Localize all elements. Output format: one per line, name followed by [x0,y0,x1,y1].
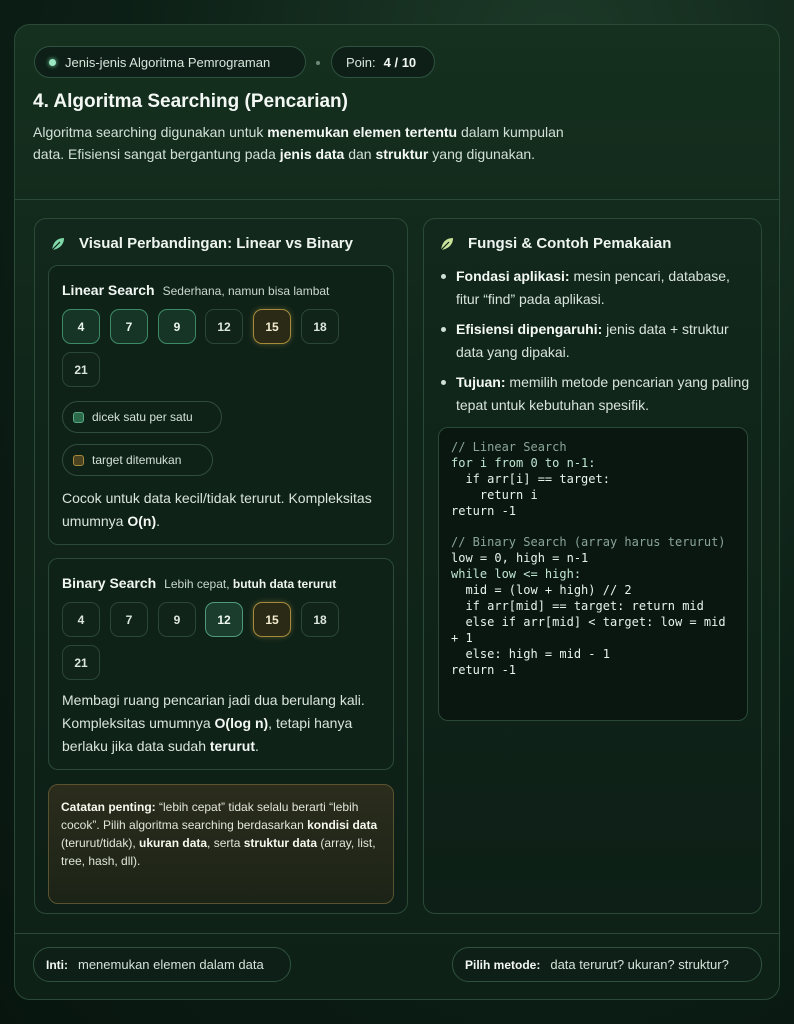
usage-list [440,265,750,424]
note-bold: kondisi data [307,818,378,832]
checked-swatch-icon [73,412,84,423]
core-text: menemukan elemen dalam data [78,957,264,972]
note-bold: Catatan penting: [61,800,156,814]
separator-dot-icon [316,61,320,65]
linear-chip: 9 [158,309,196,344]
note-part: “lebih cepat” tidak selalu berarti “lebih cocok”. Pilih algoritma searching berdasarkan [61,800,359,832]
desc-part: , tetapi hanya berlaku jika data sudah [62,715,353,754]
code-line: return -1 [451,503,517,518]
code-comment: // Binary Search (array harus terurut) [451,535,726,550]
usage-title-text: Fungsi & Contoh Pemakaian [468,235,672,252]
note-part: (terurut/tidak), [61,836,140,850]
binary-title-text: Binary Search [62,575,157,591]
linear-chip: 4 [62,309,100,344]
comparison-panel [34,218,408,914]
legend-checked-label: dicek satu per satu [92,410,193,424]
points-value: 4 / 10 [383,54,417,70]
code-line: low = 0, high = n-1 [451,551,589,566]
desc-part: Cocok untuk data kecil/tidak terurut. Kompleksitas umumnya [62,490,372,529]
binary-chip: 18 [301,602,339,637]
bullet-text: mesin pencari, database, fitur “find” pada aplikasi. [456,268,730,307]
bullet-bold: Fondasi aplikasi: [456,268,570,284]
list-item [440,265,750,311]
desc-part: Membagi ruang pencarian jadi dua berulang kali. Kompleksitas umumnya [62,692,365,731]
code-line: if arr[i] == target: [451,471,610,486]
desc-bold: O(n) [127,513,157,529]
linear-search-title [62,282,329,298]
intro-bold: menemukan elemen tertentu [267,124,458,140]
core-label: Inti: [46,957,68,972]
method-pill [452,947,762,982]
card-footer [15,933,780,1000]
intro-part: dan [344,146,376,162]
binary-chip: 21 [62,645,100,680]
tag-part: Lebih cepat, [164,577,233,591]
points-label: Poin: [346,54,376,70]
binary-tag [164,577,336,591]
linear-chip: 12 [205,309,243,344]
target-swatch-icon [73,455,84,466]
binary-chip: 9 [158,602,196,637]
method-label: Pilih metode: [465,957,541,972]
intro-part: Algoritma searching digunakan untuk [33,124,268,140]
code-line: else if arr[mid] < target: low = mid + 1 [451,614,733,645]
bullet-text: memilih metode pencarian yang paling tepat untuk kebutuhan spesifik. [456,374,750,413]
linear-chip-target: 15 [253,309,291,344]
linear-chip: 18 [301,309,339,344]
important-note [48,784,394,904]
bullet-bold: Tujuan: [456,374,506,390]
method-text: data terurut? ukuran? struktur? [550,957,729,972]
desc-part: . [156,513,161,529]
leaf-icon [51,237,65,251]
code-line: while low <= high: [451,567,582,582]
bullet-text: jenis data + struktur data yang dipakai. [456,321,729,360]
binary-chip: 7 [110,602,148,637]
list-item [440,318,750,364]
list-item [440,371,750,417]
intro-part: dalam kumpulan data. Efisiensi sangat bergantung pada [33,124,564,162]
linear-tag: Sederhana, namun bisa lambat [162,284,330,298]
topic-pill [34,46,306,78]
legend-checked [62,401,222,433]
points-pill [331,46,435,78]
card-header [15,25,780,200]
binary-search-card [48,558,394,770]
comparison-title-text: Visual Perbandingan: Linear vs Binary [79,235,353,252]
desc-bold: terurut [209,738,255,754]
page-title: 4. Algoritma Searching (Pencarian) [33,91,348,112]
intro-text [33,121,573,165]
core-pill [33,947,291,982]
binary-description [62,689,382,758]
comparison-panel-title [51,235,353,252]
topic-label: Jenis-jenis Algoritma Pemrograman [65,54,271,70]
desc-bold: O(log n) [214,715,269,731]
lesson-card [14,24,780,1000]
note-bold: struktur data [243,836,318,850]
legend-target [62,444,213,476]
binary-search-title [62,575,336,591]
code-line: return -1 [451,662,517,677]
intro-bold: struktur [375,146,429,162]
legend-target-label: target ditemukan [92,453,182,467]
code-line: if arr[mid] == target: return mid [451,599,704,614]
note-bold: ukuran data [139,836,208,850]
code-line: else: high = mid - 1 [451,646,610,661]
linear-chip: 7 [110,309,148,344]
note-part: (array, list, tree, hash, dll). [61,836,376,868]
binary-chip-mid: 12 [205,602,243,637]
code-line: for i from 0 to n-1: [451,455,596,470]
intro-bold: jenis data [279,146,345,162]
linear-chip: 21 [62,352,100,387]
status-dot-icon [49,59,56,66]
code-line: mid = (low + high) // 2 [451,583,632,598]
binary-chip: 4 [62,602,100,637]
tag-bold: butuh data terurut [232,577,337,591]
linear-title-text: Linear Search [62,282,155,298]
usage-panel-title [440,235,671,252]
code-block [438,427,748,721]
intro-part: yang digunakan. [428,146,536,162]
code-line: return i [451,487,538,502]
usage-panel [423,218,762,914]
code-comment: // Linear Search [451,440,567,454]
note-part: , serta [207,836,244,850]
linear-description [62,487,382,533]
linear-search-card [48,265,394,545]
desc-part: . [255,738,259,754]
bullet-bold: Efisiensi dipengaruhi: [456,321,603,337]
leaf-icon [440,237,454,251]
binary-chip-target: 15 [253,602,291,637]
